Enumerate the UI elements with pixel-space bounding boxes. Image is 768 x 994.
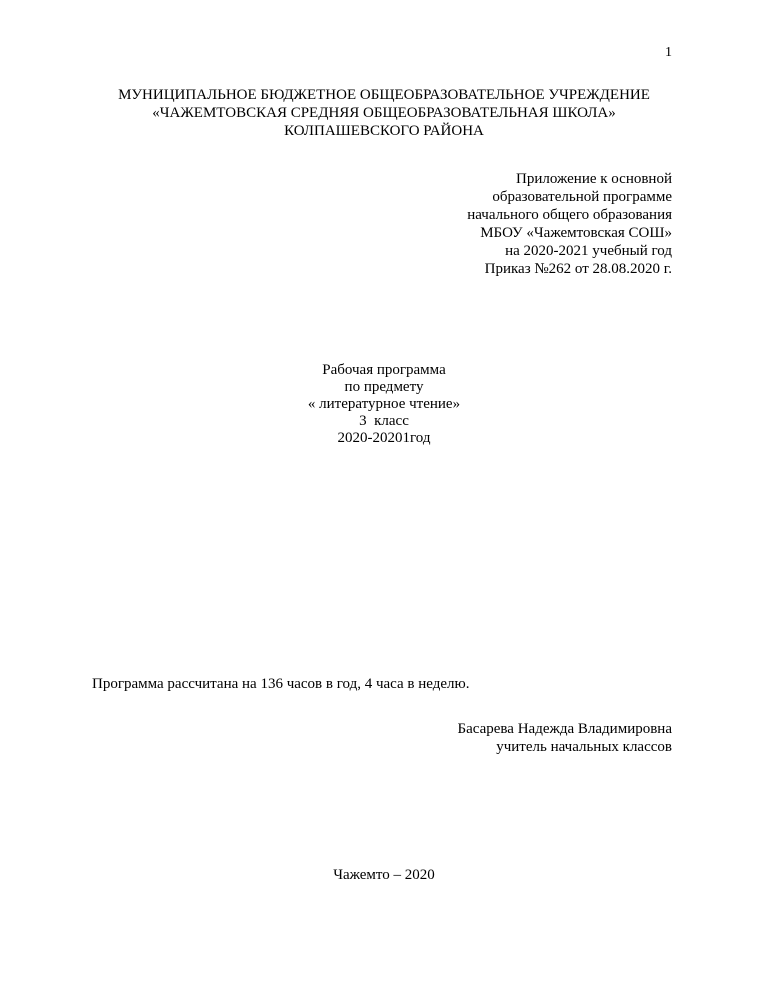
author-block bbox=[458, 720, 673, 756]
header-line: КОЛПАШЕВСКОГО РАЙОНА bbox=[284, 123, 484, 139]
approval-line: Приказ №262 от 28.08.2020 г. bbox=[484, 261, 672, 277]
approval-line: Приложение к основной bbox=[516, 171, 672, 187]
header-line: «ЧАЖЕМТОВСКАЯ СРЕДНЯЯ ОБЩЕОБРАЗОВАТЕЛЬНАЯ ШКОЛА» bbox=[152, 105, 616, 121]
page-number: 1 bbox=[665, 45, 672, 60]
title-line: 2020-20201год bbox=[337, 430, 431, 446]
title-line: 3 класс bbox=[359, 413, 409, 429]
approval-line: МБОУ «Чажемтовская СОШ» bbox=[480, 225, 672, 241]
header-line: МУНИЦИПАЛЬНОЕ БЮДЖЕТНОЕ ОБЩЕОБРАЗОВАТЕЛЬНОЕ УЧРЕЖДЕНИЕ bbox=[118, 87, 650, 103]
author-position: учитель начальных классов bbox=[496, 739, 672, 755]
title-line: Рабочая программа bbox=[322, 362, 446, 378]
title-line: « литературное чтение» bbox=[307, 396, 461, 412]
author-name: Басарева Надежда Владимировна bbox=[457, 721, 672, 737]
program-title bbox=[0, 362, 768, 447]
approval-block bbox=[467, 170, 672, 278]
approval-line: начального общего образования bbox=[467, 207, 672, 223]
approval-line: на 2020-2021 учебный год bbox=[505, 243, 672, 259]
institution-header bbox=[0, 86, 768, 140]
hours-statement: Программа рассчитана на 136 часов в год, 4 часа в неделю. bbox=[92, 676, 470, 692]
place-year-footer: Чажемто – 2020 bbox=[333, 867, 435, 883]
title-line: по предмету bbox=[344, 379, 424, 395]
approval-line: образовательной программе bbox=[492, 189, 672, 205]
